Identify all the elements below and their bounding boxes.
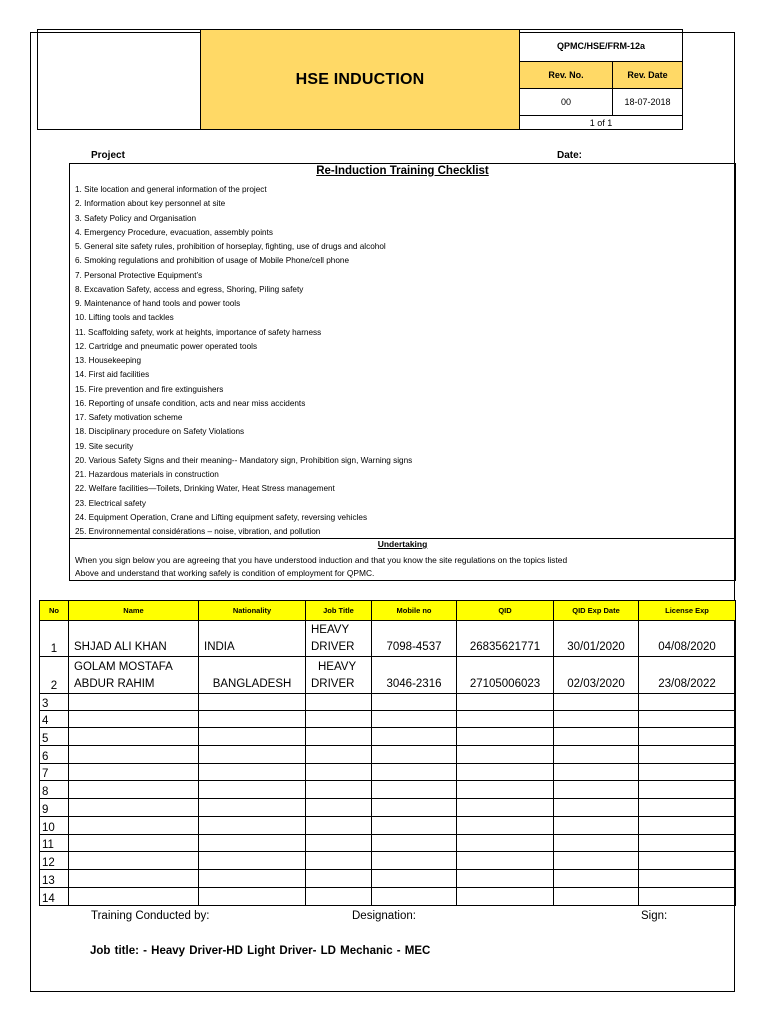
rev-no-value: 00 — [520, 89, 613, 116]
row-nationality: BANGLADESH — [199, 657, 306, 694]
row-no: 13 — [40, 870, 69, 888]
row-cell — [554, 781, 639, 799]
table-row — [40, 657, 736, 694]
job-title-note: Job title: - Heavy Driver-HD Light Driver- LD Mechanic - MEC — [90, 945, 431, 957]
row-cell — [372, 746, 457, 764]
row-cell — [372, 764, 457, 781]
row-cell — [554, 694, 639, 711]
row-mobile: 3046-2316 — [372, 657, 457, 694]
conducted-by-label: Training Conducted by: — [91, 910, 210, 922]
row-cell — [199, 835, 306, 852]
checklist-item: 6. Smoking regulations and prohibition of usage of Mobile Phone/cell phone — [75, 256, 350, 266]
checklist-item: 5. General site safety rules, prohibition of horseplay, fighting, use of drugs and alcohol — [75, 242, 386, 251]
table-row — [40, 852, 736, 870]
row-cell — [554, 888, 639, 906]
row-cell — [306, 888, 372, 906]
row-cell — [306, 781, 372, 799]
checklist-items — [75, 183, 412, 539]
row-cell — [457, 817, 554, 835]
row-no: 11 — [40, 835, 69, 852]
row-license-exp: 04/08/2020 — [639, 621, 736, 657]
row-cell — [69, 711, 199, 728]
row-cell — [199, 870, 306, 888]
checklist-item: 23. Electrical safety — [75, 498, 146, 508]
row-cell — [457, 799, 554, 817]
row-cell — [457, 781, 554, 799]
row-no: 8 — [40, 781, 69, 799]
table-row — [40, 781, 736, 799]
row-cell — [306, 852, 372, 870]
checklist-item: 7. Personal Protective Equipment’s — [75, 270, 203, 280]
row-license-exp: 23/08/2022 — [639, 657, 736, 694]
row-no: 12 — [40, 852, 69, 870]
row-cell — [69, 799, 199, 817]
checklist-item: 9. Maintenance of hand tools and power tools — [75, 299, 241, 308]
row-cell — [372, 781, 457, 799]
row-cell — [639, 835, 736, 852]
doc-number: QPMC/HSE/FRM-12a — [520, 30, 683, 62]
checklist-item: 25. Environnemental considérations – noise, vibration, and pollution — [75, 527, 321, 536]
row-cell — [457, 852, 554, 870]
table-row — [40, 870, 736, 888]
row-cell — [306, 746, 372, 764]
row-cell — [69, 746, 199, 764]
checklist-item: 3. Safety Policy and Organisation — [75, 213, 197, 223]
row-cell — [199, 817, 306, 835]
col-nationality: Nationality — [199, 601, 306, 621]
row-cell — [554, 764, 639, 781]
undertaking-line: Above and understand that working safely is condition of employment for QPMC. — [75, 568, 375, 578]
row-cell — [69, 835, 199, 852]
row-no: 2 — [40, 657, 69, 694]
project-label: Project — [91, 150, 125, 161]
table-header-row — [40, 601, 736, 621]
row-cell — [199, 694, 306, 711]
row-cell — [69, 728, 199, 746]
checklist-item: 4. Emergency Procedure, evacuation, assembly points — [75, 227, 273, 237]
col-qid-exp: QID Exp Date — [554, 601, 639, 621]
col-mobile: Mobile no — [372, 601, 457, 621]
job-line: DRIVER — [311, 641, 355, 653]
rev-no-label: Rev. No. — [520, 62, 613, 89]
row-cell — [639, 694, 736, 711]
row-cell — [372, 694, 457, 711]
undertaking-title: Undertaking — [377, 539, 428, 549]
col-license-exp: License Exp — [639, 601, 736, 621]
table-row — [40, 694, 736, 711]
job-line: HEAVY — [318, 661, 357, 673]
table-row — [40, 835, 736, 852]
page-count: 1 of 1 — [520, 116, 683, 130]
checklist-item: 16. Reporting of unsafe condition, acts and near miss accidents — [75, 398, 306, 408]
row-no: 6 — [40, 746, 69, 764]
row-name — [69, 621, 199, 657]
row-cell — [69, 888, 199, 906]
row-cell — [306, 817, 372, 835]
rev-date-label: Rev. Date — [613, 62, 683, 89]
row-cell — [639, 746, 736, 764]
row-qid-exp: 02/03/2020 — [554, 657, 639, 694]
form-title: HSE INDUCTION — [201, 30, 520, 130]
row-cell — [199, 799, 306, 817]
row-cell — [69, 694, 199, 711]
row-cell — [306, 764, 372, 781]
job-line: HEAVY — [311, 624, 350, 636]
row-cell — [554, 835, 639, 852]
row-cell — [639, 764, 736, 781]
row-cell — [554, 728, 639, 746]
row-cell — [69, 764, 199, 781]
table-row — [40, 799, 736, 817]
row-cell — [457, 888, 554, 906]
row-job-title — [306, 621, 372, 657]
checklist-item: 14. First aid facilities — [75, 370, 150, 380]
row-no: 9 — [40, 799, 69, 817]
row-cell — [372, 817, 457, 835]
row-cell — [554, 852, 639, 870]
checklist-item: 19. Site security — [75, 441, 134, 451]
row-mobile: 7098-4537 — [372, 621, 457, 657]
row-cell — [372, 799, 457, 817]
sign-label: Sign: — [641, 910, 668, 922]
logo-area — [38, 30, 201, 130]
row-cell — [199, 764, 306, 781]
row-nationality: INDIA — [199, 621, 306, 657]
checklist-item: 10. Lifting tools and tackles — [75, 313, 174, 323]
row-cell — [199, 728, 306, 746]
row-cell — [457, 764, 554, 781]
designation-label: Designation: — [352, 910, 416, 922]
table-row — [40, 711, 736, 728]
row-cell — [306, 694, 372, 711]
form-header — [37, 29, 683, 130]
attendance-table — [39, 600, 736, 906]
row-cell — [199, 781, 306, 799]
checklist-item: 20. Various Safety Signs and their meaning-- Mandatory sign, Prohibition sign, Warning signs — [75, 455, 413, 465]
table-row — [40, 764, 736, 781]
row-qid-exp: 30/01/2020 — [554, 621, 639, 657]
row-no: 14 — [40, 888, 69, 906]
row-cell — [457, 835, 554, 852]
table-row — [40, 621, 736, 657]
row-cell — [372, 711, 457, 728]
row-no: 4 — [40, 711, 69, 728]
checklist-item: 21. Hazardous materials in construction — [75, 470, 219, 479]
row-cell — [457, 870, 554, 888]
checklist-item: 24. Equipment Operation, Crane and Lifting equipment safety, reversing vehicles — [75, 512, 368, 522]
checklist-item: 1. Site location and general information of the project — [75, 185, 267, 194]
undertaking-line: When you sign below you are agreeing that you have understood induction and that you know the site regulations on the topics listed — [75, 555, 568, 565]
undertaking-text — [75, 554, 731, 580]
row-cell — [639, 799, 736, 817]
checklist-item: 12. Cartridge and pneumatic power operated tools — [75, 341, 258, 351]
checklist-item: 8. Excavation Safety, access and egress, Shoring, Piling safety — [75, 284, 304, 294]
name-line: SHJAD ALI KHAN — [74, 641, 167, 653]
row-cell — [372, 852, 457, 870]
col-name: Name — [69, 601, 199, 621]
row-qid: 26835621771 — [457, 621, 554, 657]
table-row — [40, 888, 736, 906]
checklist-item: 18. Disciplinary procedure on Safety Violations — [75, 427, 245, 437]
checklist-box — [69, 163, 736, 581]
row-no: 3 — [40, 694, 69, 711]
row-cell — [306, 728, 372, 746]
row-cell — [554, 711, 639, 728]
row-cell — [639, 728, 736, 746]
checklist-item: 13. Housekeeping — [75, 356, 142, 365]
checklist-item: 22. Welfare facilities—Toilets, Drinking Water, Heat Stress management — [75, 484, 335, 494]
row-cell — [199, 852, 306, 870]
col-no: No — [40, 601, 69, 621]
name-line: GOLAM MOSTAFA — [74, 661, 173, 673]
col-qid: QID — [457, 601, 554, 621]
table-row — [40, 728, 736, 746]
row-cell — [639, 711, 736, 728]
row-cell — [306, 799, 372, 817]
checklist-item: 2. Information about key personnel at site — [75, 199, 226, 209]
date-label: Date: — [557, 150, 583, 161]
row-cell — [306, 870, 372, 888]
row-no: 5 — [40, 728, 69, 746]
rev-date-value: 18-07-2018 — [613, 89, 683, 116]
row-cell — [554, 746, 639, 764]
row-cell — [457, 746, 554, 764]
table-row — [40, 817, 736, 835]
job-line: DRIVER — [311, 678, 355, 690]
row-cell — [639, 852, 736, 870]
row-cell — [372, 835, 457, 852]
row-job-title — [306, 657, 372, 694]
row-cell — [69, 870, 199, 888]
checklist-item: 11. Scaffolding safety, work at heights, importance of safety harness — [75, 327, 322, 337]
row-cell — [306, 711, 372, 728]
row-cell — [69, 817, 199, 835]
row-cell — [639, 817, 736, 835]
row-cell — [554, 817, 639, 835]
row-name — [69, 657, 199, 694]
row-cell — [639, 870, 736, 888]
row-cell — [69, 781, 199, 799]
checklist-title: Re-Induction Training Checklist — [316, 165, 489, 177]
row-cell — [306, 835, 372, 852]
checklist-item: 15. Fire prevention and fire extinguishers — [75, 384, 224, 394]
row-cell — [639, 888, 736, 906]
row-cell — [199, 888, 306, 906]
row-cell — [554, 799, 639, 817]
row-cell — [372, 888, 457, 906]
row-no: 10 — [40, 817, 69, 835]
row-cell — [457, 711, 554, 728]
row-cell — [69, 852, 199, 870]
col-job-title: Job Title — [306, 601, 372, 621]
row-no: 7 — [40, 764, 69, 781]
table-row — [40, 746, 736, 764]
row-cell — [199, 711, 306, 728]
name-line: ABDUR RAHIM — [74, 678, 155, 690]
row-cell — [554, 870, 639, 888]
row-cell — [199, 746, 306, 764]
row-qid: 27105006023 — [457, 657, 554, 694]
checklist-item: 17. Safety motivation scheme — [75, 413, 183, 422]
row-cell — [639, 781, 736, 799]
row-cell — [372, 870, 457, 888]
row-cell — [372, 728, 457, 746]
row-no: 1 — [40, 621, 69, 657]
row-cell — [457, 694, 554, 711]
row-cell — [457, 728, 554, 746]
